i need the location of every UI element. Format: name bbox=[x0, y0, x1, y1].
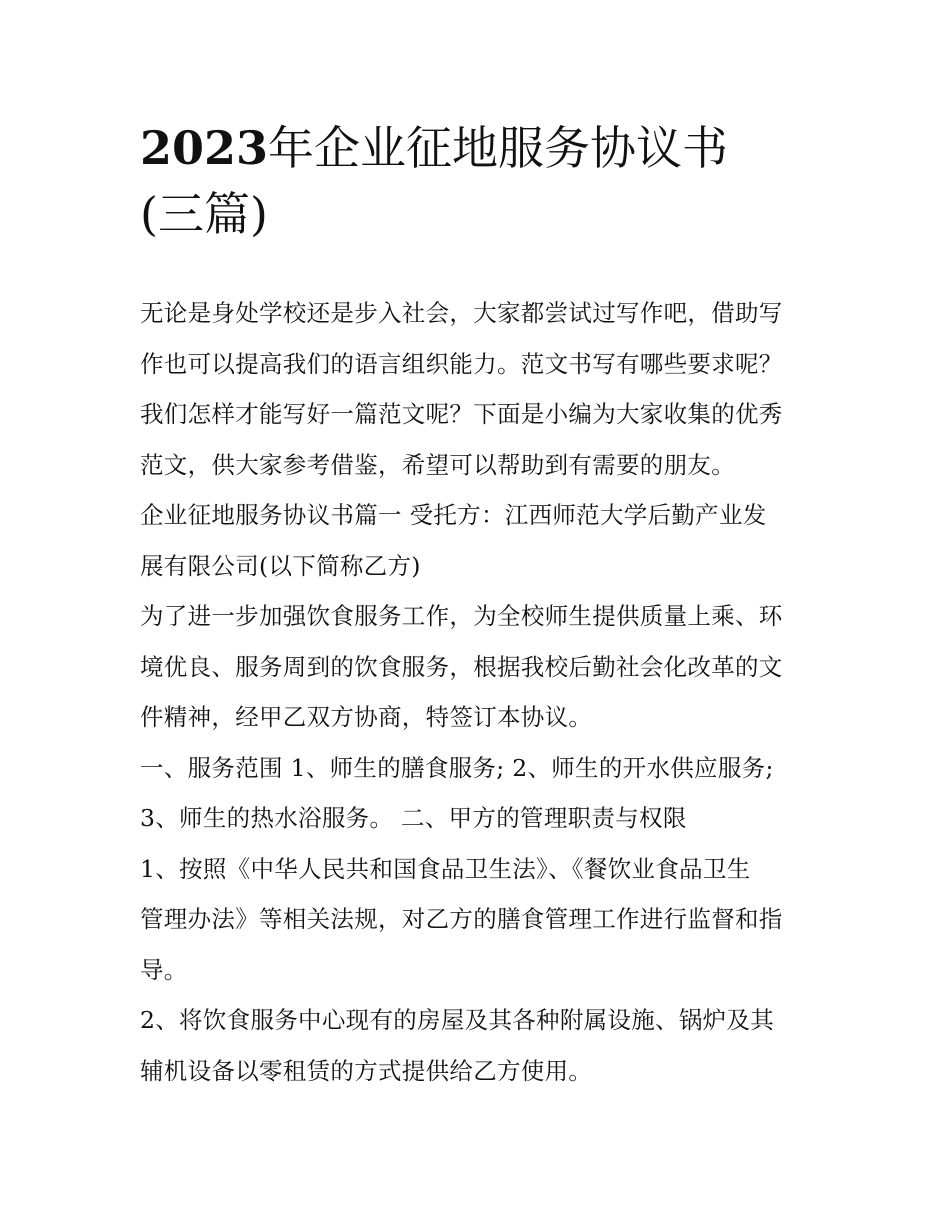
body-line: 我们怎样才能写好一篇范文呢？下面是小编为大家收集的优秀 bbox=[140, 400, 783, 428]
body-line: 2、将饮食服务中心现有的房屋及其各种附属设施、锅炉及其 bbox=[140, 1006, 775, 1034]
body-line: 作也可以提高我们的语言组织能力。范文书写有哪些要求呢？ bbox=[140, 349, 783, 378]
body-line: 辅机设备以零租赁的方式提供给乙方使用。 bbox=[140, 1056, 593, 1085]
body-line: 无论是身处学校还是步入社会，大家都尝试过写作吧，借助写 bbox=[140, 299, 783, 327]
body-line: 管理办法》等相关法规，对乙方的膳食管理工作进行监督和指 bbox=[140, 905, 783, 933]
body-line: 企业征地服务协议书篇一 受托方：江西师范大学后勤产业发 bbox=[140, 501, 767, 529]
body-line: 为了进一步加强饮食服务工作，为全校师生提供质量上乘、环 bbox=[140, 602, 783, 630]
body-line: 一、服务范围 1、师生的膳食服务; 2、师生的开水供应服务; bbox=[140, 753, 774, 782]
body-line: 范文，供大家参考借鉴，希望可以帮助到有需要的朋友。 bbox=[140, 450, 735, 479]
body-line: 1、按照《中华人民共和国食品卫生法》、《餐饮业食品卫生 bbox=[140, 854, 751, 883]
body-line: 3、师生的热水浴服务。 二、甲方的管理职责与权限 bbox=[140, 804, 687, 832]
title-text: 年企业征地服务协议书 bbox=[268, 121, 729, 175]
body-line: 导。 bbox=[140, 955, 188, 984]
body-line: 件精神，经甲乙双方协商，特签订本协议。 bbox=[140, 703, 593, 731]
body-line: 展有限公司(以下简称乙方) bbox=[140, 551, 421, 580]
document-page bbox=[140, 112, 830, 1096]
document-subtitle: (三篇) bbox=[140, 187, 268, 241]
document-title bbox=[140, 112, 830, 184]
body-line: 境优良、服务周到的饮食服务，根据我校后勤社会化改革的文 bbox=[140, 652, 783, 681]
title-year: 2023 bbox=[140, 121, 269, 175]
document-body bbox=[140, 288, 830, 1096]
